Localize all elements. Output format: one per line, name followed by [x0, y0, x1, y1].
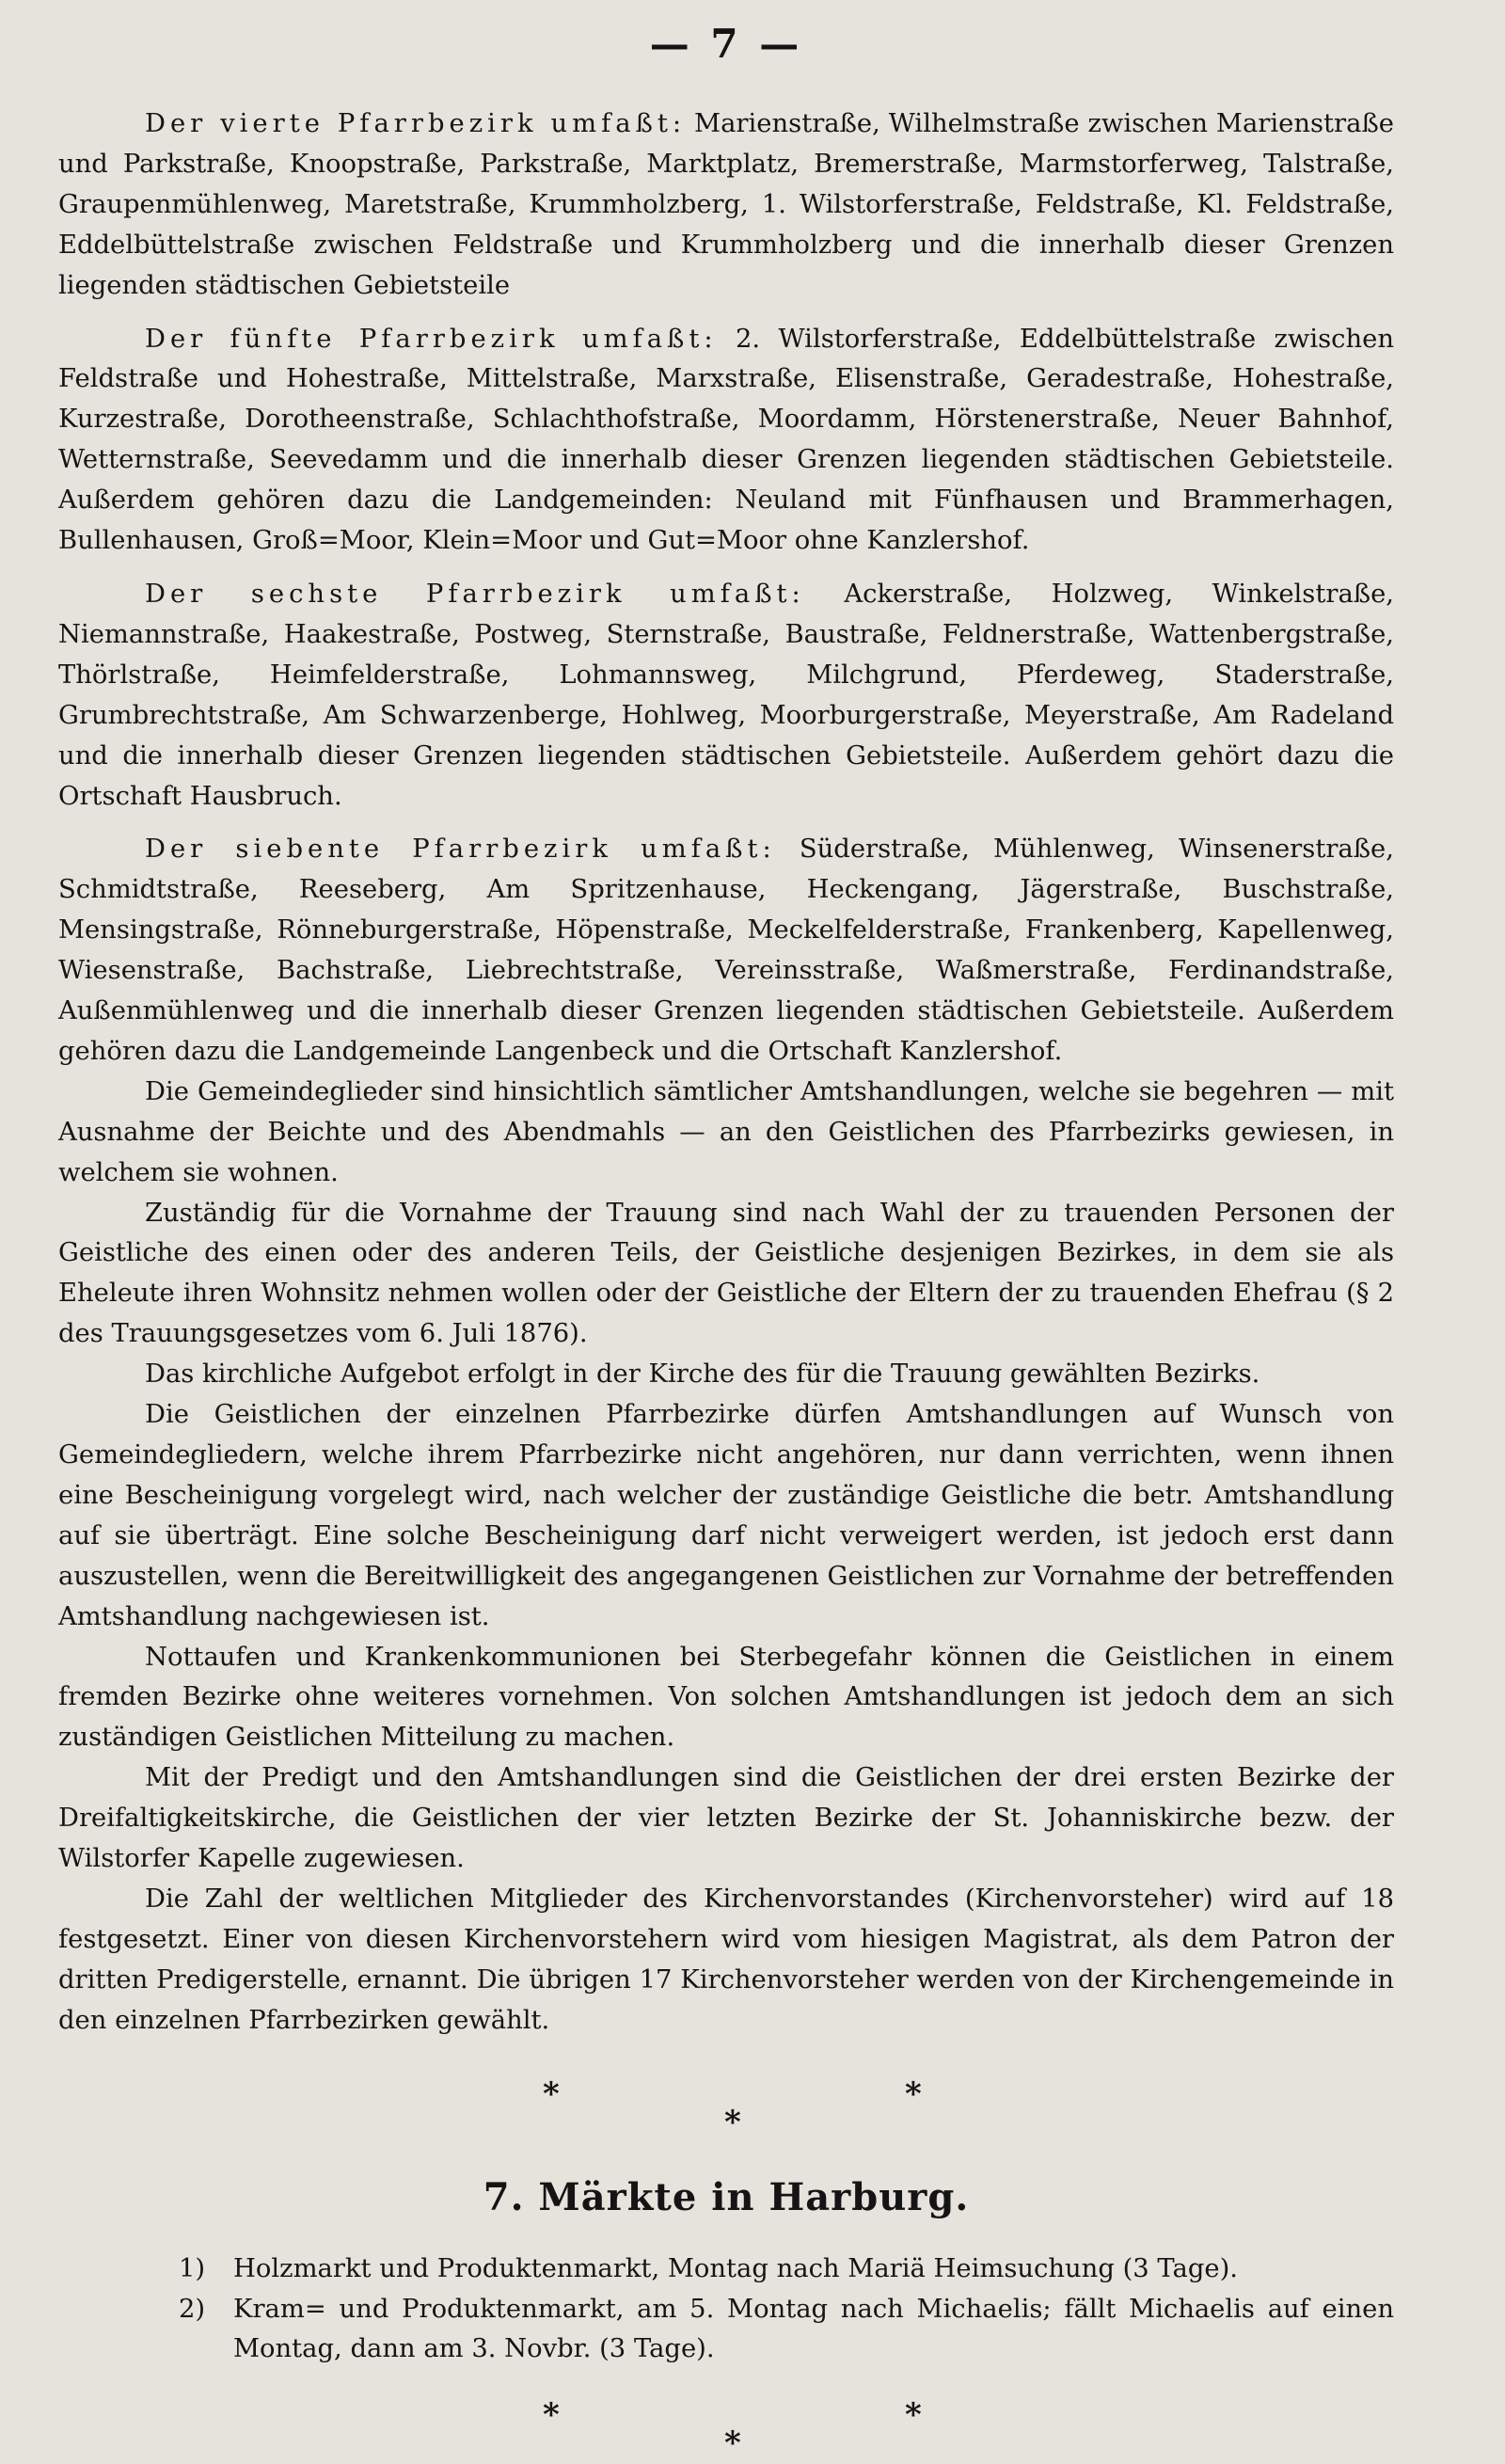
separator-star: *: [724, 2103, 741, 2141]
list-item-text: Holzmarkt und Produktenmarkt, Montag nach Mariä Heimsuchung (3 Tage).: [233, 2253, 1238, 2283]
section-heading: 7. Märkte in Harburg.: [483, 2174, 970, 2219]
list-item: [179, 2249, 1394, 2290]
separator-stars-top: [58, 2075, 1394, 2141]
paragraph-certificate: Die Geistlichen der einzelnen Pfarrbezirke dürfen Amtshandlungen auf Wunsch von Gemeindegliedern, welche ihrem Pfarrbezirke nicht angehören, nur dann verrichten, wenn ihnen eine Bescheinigung vorgelegt wird, nach welcher der zuständige Geistliche die betr. Amtshandlung auf sie überträgt. Eine solche Bescheinigung darf nicht verweigert werden, ist jedoch erst dann auszustellen, wenn die Bereitwilligkeit des angegangenen Geistlichen zur Vornahme der betreffenden Amtshandlung nachgewiesen ist.: [58, 1400, 1394, 1631]
parish-4-lead: Der vierte Pfarrbezirk umfaßt:: [145, 109, 687, 138]
paragraph-church-board: Die Zahl der weltlichen Mitglieder des Kirchenvorstandes (Kirchenvorsteher) wird auf 18 festgesetzt. Einer von diesen Kirchenvorstehern wird vom hiesigen Magistrat, als dem Patron der dritten Predigerstelle, ernannt. Die übrigen 17 Kirchenvorsteher werden von der Kirchengemeinde in den einzelnen Pfarrbezirken gewählt.: [58, 1884, 1394, 2035]
separator-star: *: [724, 2424, 741, 2463]
paragraph-duties: Die Gemeindeglieder sind hinsichtlich sämtlicher Amtshandlungen, welche sie begehren — mit Ausnahme der Beichte und des Abendmahls — an den Geistlichen des Pfarrbezirks gewiesen, in welchem sie wohnen.: [58, 1076, 1394, 1187]
separator-star: *: [543, 2075, 560, 2113]
market-list: [58, 2249, 1394, 2371]
list-item-text: Kram= und Produktenmarkt, am 5. Montag nach Michaelis; fällt Michaelis auf einen Montag, dann am 3. Novbr. (3 Tage).: [233, 2294, 1394, 2364]
page-number: — 7 —: [649, 21, 803, 67]
parish-7-paragraph: [58, 830, 1394, 1072]
parish-7-text: Süderstraße, Mühlenweg, Winsenerstraße, Schmidtstraße, Reeseberg, Am Spritzenhause, Heckengang, Jägerstraße, Buschstraße, Mensingstraße, Rönneburgerstraße, Höpenstraße, Meckelfelderstraße, Frankenberg, Kapellenweg, Wiesenstraße, Bachstraße, Liebrechtstraße, Vereinsstraße, Waßmerstraße, Ferdinandstraße, Außenmühlenweg und die innerhalb dieser Grenzen liegenden städtischen Gebietsteile. Außerdem gehören dazu die Landgemeinde Langenbeck und die Ortschaft Kanzlershof.: [58, 835, 1394, 1066]
paragraph-churches: Mit der Predigt und den Amtshandlungen sind die Geistlichen der drei ersten Bezirke der Dreifaltigkeitskirche, die Geistlichen der vier letzten Bezirke der St. Johanniskirche bezw. der Wilstorfer Kapelle zugewiesen.: [58, 1763, 1394, 1874]
separator-star: *: [905, 2075, 922, 2113]
parish-4-paragraph: [58, 104, 1394, 307]
list-item: [179, 2290, 1394, 2371]
separator-star: *: [905, 2396, 922, 2435]
paragraph-banns: Das kirchliche Aufgebot erfolgt in der Kirche des für die Trauung gewählten Bezirks.: [145, 1359, 1260, 1390]
paragraph-emergency: Nottaufen und Krankenkommunionen bei Sterbegefahr können die Geistlichen in einem fremden Bezirke ohne weiteres vornehmen. Von solchen Amtshandlungen ist jedoch dem an sich zuständigen Geistlichen Mitteilung zu machen.: [58, 1642, 1394, 1753]
parish-6-paragraph: [58, 575, 1394, 817]
parish-5-text: 2. Wilstorferstraße, Eddelbüttelstraße zwischen Feldstraße und Hohestraße, Mittelstraße, Marxstraße, Elisenstraße, Geradestraße, Hohestraße, Kurzestraße, Dorotheenstraße, Schlachthofstraße, Moordamm, Hörstenerstraße, Neuer Bahnhof, Wetternstraße, Seevedamm und die innerhalb dieser Grenzen liegenden städtischen Gebietsteile. Außerdem gehören dazu die Landgemeinden: Neuland mit Fünfhausen und Brammerhagen, Bullenhausen, Groß=Moor, Klein=Moor und Gut=Moor ohne Kanzlershof.: [58, 324, 1395, 556]
parish-6-text: Ackerstraße, Holzweg, Winkelstraße, Niemannstraße, Haakestraße, Postweg, Sternstraße, Baustraße, Feldnerstraße, Wattenbergstraße, Thörlstraße, Heimfelderstraße, Lohmannsweg, Milchgrund, Pferdeweg, Staderstraße, Grumbrechtstraße, Am Schwarzenberge, Hohlweg, Moorburgerstraße, Meyerstraße, Am Radeland und die innerhalb dieser Grenzen liegenden städtischen Gebietsteile. Außerdem gehört dazu die Ortschaft Hausbruch.: [58, 579, 1394, 811]
separator-stars-bottom: [58, 2396, 1394, 2462]
parish-5-lead: Der fünfte Pfarrbezirk umfaßt:: [145, 324, 718, 354]
parish-4-text: Marienstraße, Wilhelmstraße zwischen Marienstraße und Parkstraße, Knoopstraße, Parkstraße, Marktplatz, Bremerstraße, Marmstorferweg, Talstraße, Graupenmühlenweg, Maretstraße, Krummholzberg, 1. Wilstorferstraße, Feldstraße, Kl. Feldstraße, Eddelbüttelstraße zwischen Feldstraße und Krummholzberg und die innerhalb dieser Grenzen liegenden städtischen Gebietsteile: [58, 109, 1394, 300]
separator-star: *: [543, 2396, 560, 2435]
parish-5-paragraph: [58, 320, 1394, 562]
main-text: [58, 104, 1394, 2042]
parish-7-lead: Der siebente Pfarrbezirk umfaßt:: [145, 835, 776, 865]
list-item-number: 2): [179, 2294, 206, 2324]
parish-6-lead: Der sechste Pfarrbezirk umfaßt:: [145, 579, 805, 609]
list-item-number: 1): [179, 2253, 206, 2283]
paragraph-wedding-jurisdiction: Zuständig für die Vornahme der Trauung sind nach Wahl der zu trauenden Personen der Geistliche des einen oder des anderen Teils, der Geistliche desjenigen Bezirkes, in dem sie als Eheleute ihren Wohnsitz nehmen wollen oder der Geistliche der Eltern der zu trauenden Ehefrau (§ 2 des Trauungsgesetzes vom 6. Juli 1876).: [58, 1198, 1394, 1349]
